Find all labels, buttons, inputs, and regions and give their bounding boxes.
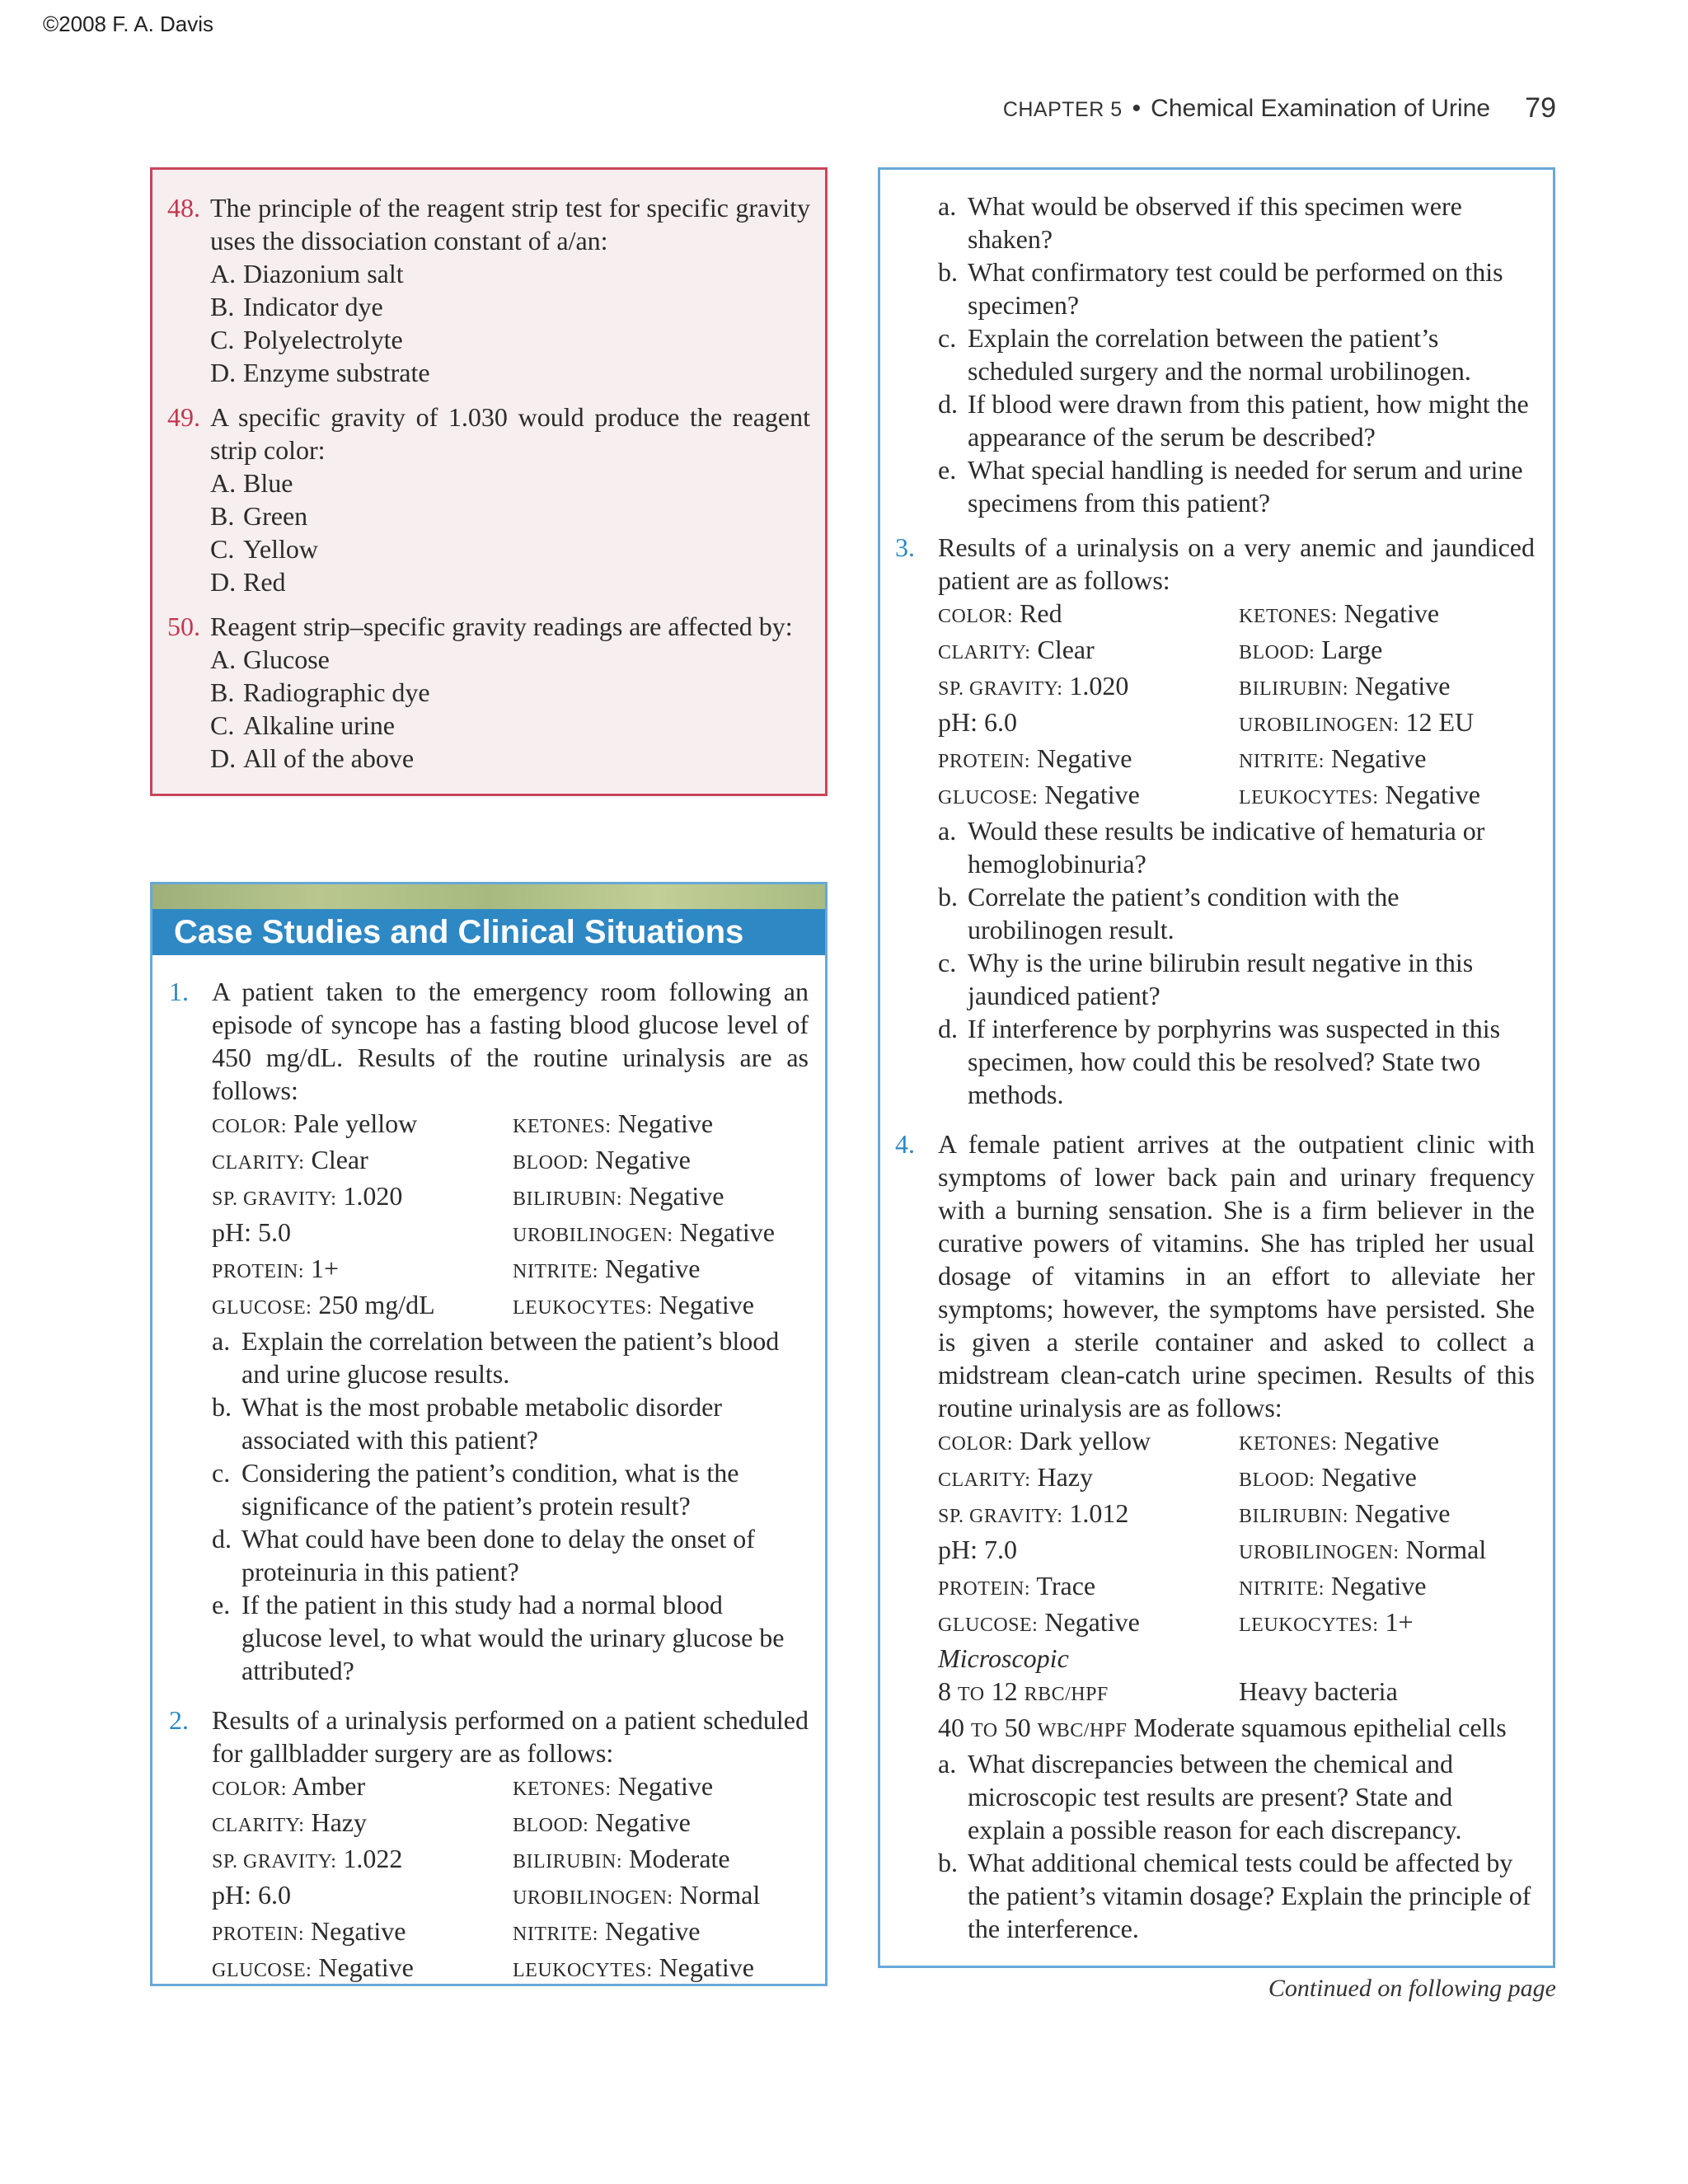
results-table: COLOR: Red KETONES: Negative CLARITY: Clear BLOOD: Large SP. GRAVITY: 1.020 BILIRUBIN: Negative pH: 6.0 UROBILINOGEN: 12 EU PROTEIN: Negative NITRITE: Negative GLUCOSE: Negative LEUKOCYTES: Negative [938,598,1480,809]
case-number: 3. [895,532,915,562]
case-studies-continued-box [878,167,1555,1968]
sub-question: b. Correlate the patient’s condition with the urobilinogen result. [938,882,1400,944]
case-2 [169,1704,809,1987]
sub-question: a. Explain the correlation between the patient’s blood and urine glucose results. [212,1326,780,1389]
microscopic-results: Microscopic 8 TO 12 RBC/HPF Heavy bacteria 40 TO 50 WBC/HPF Moderate squamous epithelial cells [895,1642,1535,1747]
option: A. Glucose [210,644,330,674]
results-table: COLOR: Dark yellow KETONES: Negative CLARITY: Hazy BLOOD: Negative SP. GRAVITY: 1.012 BILIRUBIN: Negative pH: 7.0 UROBILINOGEN: Normal PROTEIN: Trace NITRITE: Negative GLUCOSE: Negative LEUKOCYTES: 1+ [938,1426,1487,1637]
case-studies-box [150,882,828,1986]
results-table: COLOR: Amber KETONES: Negative CLARITY: Hazy BLOOD: Negative SP. GRAVITY: 1.022 BILIRUBIN: Moderate pH: 6.0 UROBILINOGEN: Normal PROTEIN: Negative NITRITE: Negative GLUCOSE: Negative LEUKOCYTES: Negative [212,1771,761,1982]
question-text: Reagent strip–specific gravity readings are affected by: [210,612,793,641]
sub-question: e. What special handling is needed for serum and urine specimens from this patient? [938,455,1523,518]
sub-question: b. What is the most probable metabolic disorder associated with this patient? [212,1392,722,1455]
option: B. Green [210,501,308,531]
sub-question: c. Why is the urine bilirubin result negative in this jaundiced patient? [938,948,1474,1010]
case-number: 4. [895,1129,915,1159]
option: B. Radiographic dye [210,677,430,707]
option: D. All of the above [210,743,415,773]
banner-image-strip [152,884,825,909]
case-3 [895,531,1535,1111]
sub-question: a. Would these results be indicative of hematuria or hemoglobinuria? [938,816,1485,879]
review-questions-box [150,167,828,796]
running-head [1003,95,1490,123]
sub-question: b. What additional chemical tests could be affected by the patient’s vitamin dosage? Explain the principle of the interference. [938,1848,1531,1943]
question-number: 48. [167,193,200,223]
option: B. Indicator dye [210,292,383,321]
question-text: A specific gravity of 1.030 would produce the reagent strip color: [210,402,810,465]
option: D. Enzyme substrate [210,358,430,387]
option: D. Red [210,567,286,597]
sub-question: a. What would be observed if this specimen were shaken? [938,191,1462,254]
case-4 [895,1127,1535,1945]
option: A. Blue [210,468,293,498]
chapter-label: CHAPTER 5 [1002,98,1123,121]
page-number: 79 [1525,92,1556,124]
results-table: COLOR: Pale yellow KETONES: Negative CLARITY: Clear BLOOD: Negative SP. GRAVITY: 1.020 BILIRUBIN: Negative pH: 5.0 UROBILINOGEN: Negative PROTEIN: 1+ NITRITE: Negative GLUCOSE: 250 mg/dL LEUKOCYTES: Negative [212,1108,775,1319]
case-number: 2. [169,1705,189,1735]
sub-question: c. Considering the patient’s condition, what is the significance of the patient’s protein result? [212,1458,739,1521]
sub-question: d. What could have been done to delay the onset of proteinuria in this patient? [212,1524,755,1586]
question-49 [167,401,810,598]
section-title: Case Studies and Clinical Situations [152,909,825,955]
option: C. Yellow [210,534,318,564]
case-1 [169,975,809,1687]
separator-dot: • [1132,95,1142,122]
question-text: The principle of the reagent strip test for specific gravity uses the dissociation constant of a/an: [210,193,810,255]
chapter-title: Chemical Examination of Urine [1151,95,1490,122]
sub-question: a. What discrepancies between the chemical and microscopic test results are present? State and explain a possible reason for each discrepancy. [938,1749,1462,1844]
question-number: 49. [167,402,200,432]
sub-question: b. What confirmatory test could be performed on this specimen? [938,257,1503,320]
case-number: 1. [169,977,189,1006]
copyright-notice: ©2008 F. A. Davis [43,12,214,36]
case-text: Results of a urinalysis on a very anemic and jaundiced patient are as follows: [938,532,1535,595]
option: A. Diazonium salt [210,259,404,288]
question-number: 50. [167,612,200,641]
case-text: Results of a urinalysis performed on a patient scheduled for gallbladder surgery are as follows: [212,1705,809,1768]
option: C. Alkaline urine [210,710,395,740]
sub-question: d. If blood were drawn from this patient, how might the appearance of the serum be described? [938,389,1529,452]
question-48 [167,191,810,389]
option: C. Polyelectrolyte [210,325,403,354]
continued-note: Continued on following page [1268,1975,1556,2002]
sub-question: c. Explain the correlation between the patient’s scheduled surgery and the normal urobilinogen. [938,323,1471,386]
sub-question: e. If the patient in this study had a normal blood glucose level, to what would the urinary glucose be attributed? [212,1590,785,1685]
sub-question: d. If interference by porphyrins was suspected in this specimen, how could this be resolved? State two methods. [938,1014,1501,1109]
question-50 [167,610,810,775]
case-2-subquestions [895,190,1535,519]
case-text: A female patient arrives at the outpatient clinic with symptoms of lower back pain and urinary frequency with a burning sensation. She is a firm believer in the curative powers of vitamins. She has tripled her usual dosage of vitamins in an effort to alleviate her symptoms; however, the symptoms have persisted. She is given a sterile container and asked to collect a midstream clean-catch urine specimen. Results of this routine urinalysis are as follows: [938,1129,1535,1422]
case-text: A patient taken to the emergency room following an episode of syncope has a fasting blood glucose level of 450 mg/dL. Results of the routine urinalysis are as follows: [212,977,809,1105]
microscopic-label: Microscopic [938,1643,1069,1673]
